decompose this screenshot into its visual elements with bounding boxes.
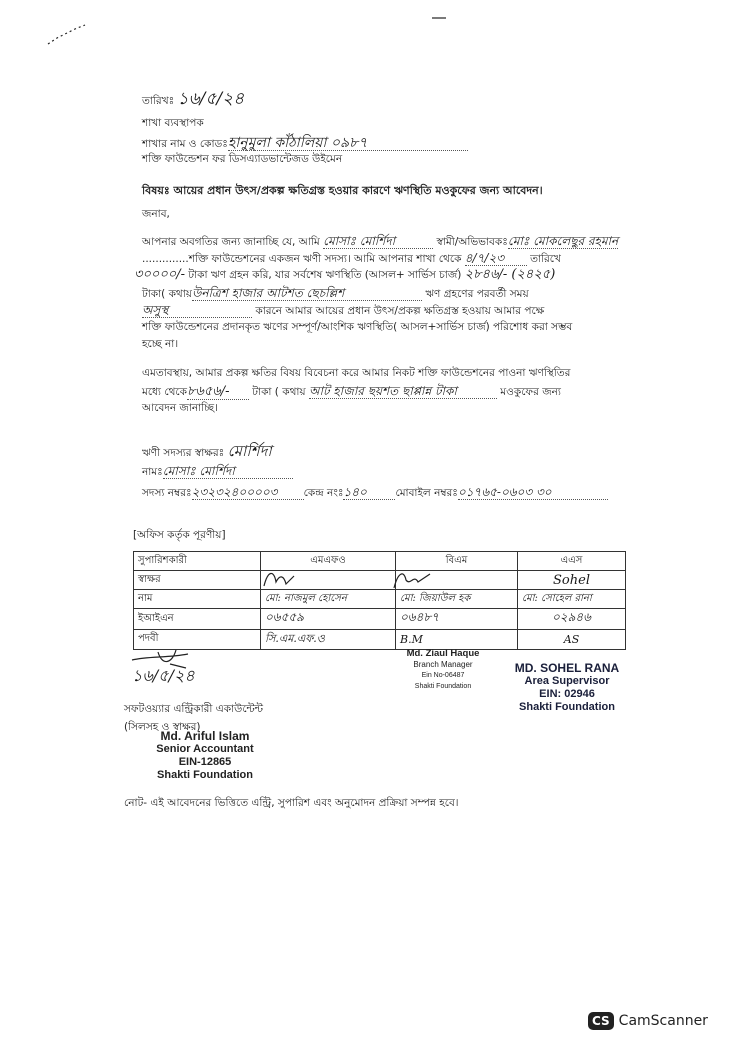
- loan-amount: ৩০০০০/-: [134, 267, 186, 282]
- body-line-6: শক্তি ফাউন্ডেশনের প্রদানকৃত ঋণের সম্পূর্ণ/আংশিক ঋণস্থিতি( আসল+সার্ভিস চার্জ) পরিশোধ করা সম্ভব: [142, 321, 573, 333]
- footer-note: নোট- এই আবেদনের ভিত্তিতে এন্ট্রি, সুপারিশ এবং অনুমোদন প্রক্রিয়া সম্পন্ন হবে।: [124, 797, 459, 809]
- org-line: শক্তি ফাউন্ডেশন ফর ডিসএ্যাডভান্টেজড উইমেন: [142, 153, 343, 165]
- scan-mark: [45, 20, 95, 50]
- addressee: শাখা ব্যবস্থাপক: [142, 117, 204, 129]
- accountant-stamp: Md. Ariful Islam Senior Accountant EIN-12865 Shakti Foundation: [156, 729, 254, 781]
- branch-line: [142, 136, 468, 151]
- guardian-name: মোঃ মোকলেছুর রহমান: [507, 234, 619, 248]
- body-line-4: টাকা( কথায়উনত্রিশ হাজার আটশত ছেচল্লিশ ঋণ গ্রহণের পরবর্তী সময়: [142, 286, 529, 300]
- table-row: পদবী সি.এম.এফ.ও B.M AS: [134, 630, 626, 650]
- table-row: নাম মো: নাজমুল হোসেন মো: জিয়াউল হক মো: সোহেল রানা: [134, 590, 626, 609]
- bm-stamp: Md. Ziaul Haque Branch Manager Ein No-06487 Shakti Foundation: [406, 648, 480, 690]
- body-line-7: হচ্ছে না।: [142, 338, 179, 350]
- borrower-signature: মোর্শিদা: [227, 442, 272, 460]
- accountant-seal-note: (সিলসহ ও স্বাক্ষর): [124, 721, 201, 733]
- member-number: ২৩২৩২৪০০০০৩: [192, 485, 304, 500]
- camscanner-text: CamScanner: [618, 1013, 708, 1029]
- outstanding-amount: ২৮৪৬/- (২৪২৫): [464, 267, 556, 282]
- branch-value: হানুমুলা কাঁঠালিয়া ০৯৮৭: [228, 136, 468, 151]
- waiver-words: আট হাজার ছয়শত ছাপ্পান্ন টাকা: [309, 384, 497, 399]
- scan-dash: [430, 14, 450, 22]
- subject-line: বিষয়ঃ আয়ের প্রধান উৎস/প্রকল্প ক্ষতিগ্রস্ত হওয়ার কারণে ঋণস্থিতি মওকুফের জন্য আবেদন।: [142, 184, 543, 197]
- date-label: তারিখঃ: [142, 95, 175, 107]
- applicant-name: মোসাঃ মোর্শিদা: [323, 234, 433, 249]
- body-line-9: মধ্যে থেকে৮৬৫৬/- টাকা ( কথায় আট হাজার ছয়শত ছাপ্পান্ন টাকা মওকুফের জন্য: [142, 384, 561, 399]
- signature-scribbles: [258, 566, 498, 592]
- branch-label: শাখার নাম ও কোডঃ: [142, 138, 228, 150]
- date-line: [142, 89, 245, 109]
- table-row: স্বাক্ষর Sohel: [134, 571, 626, 590]
- loan-date: ৪/৭/২৩: [465, 251, 527, 266]
- borrower-id-line: সদস্য নম্বরঃ২৩২৩২৪০০০০৩ কেন্দ্র নংঃ১৪০ মোবাইল নম্বরঃ০১৭৬৫-০৬০৩ ৩০: [142, 485, 608, 500]
- body-line-1: আপনার অবগতির জন্য জানাচ্ছি যে, আমি মোসাঃ মোর্শিদা স্বামী/অভিভাবকঃমোঃ মোকলেছুর রহমান: [142, 234, 619, 248]
- table-header-row: সুপারিশকারী এমএফও বিএম এএস: [134, 552, 626, 571]
- borrower-name: মোসাঃ মোর্শিদা: [163, 464, 293, 479]
- body-line-8: এমতাবস্থায়, আমার প্রকল্প ক্ষতির বিষয় বিবেচনা করে আমার নিকট শক্তি ফাউন্ডেশনের পাওনা ঋণস্থিতির: [142, 367, 571, 379]
- table-row: ইআইএন ০৬৫৫৯ ০৬৪৮৭ ০২৯৪৬: [134, 609, 626, 630]
- center-number: ১৪০: [343, 485, 395, 500]
- waiver-amount: ৮৬৫৬/-: [187, 385, 249, 400]
- body-line-2: ..............শক্তি ফাউন্ডেশনের একজন ঋণী সদস্য। আমি আপনার শাখা থেকে ৪/৭/২৩ তারিখে: [142, 251, 561, 265]
- left-date: ১৬/৫/২৪: [132, 666, 195, 685]
- outstanding-words: উনত্রিশ হাজার আটশত ছেচল্লিশ: [192, 286, 422, 301]
- borrower-signature-line: ঋণী সদস্যর স্বাক্ষরঃ মোর্শিদা: [142, 442, 272, 460]
- body-line-3: ৩০০০০/- টাকা ঋণ গ্রহন করি, যার সর্বশেষ ঋণস্থিতি (আসল+ সার্ভিস চার্জ) ২৮৪৬/- (২৪২৫): [134, 267, 556, 282]
- camscanner-logo-icon: CS: [588, 1012, 614, 1030]
- salutation: জনাব,: [142, 208, 170, 220]
- mobile-number: ০১৭৬৫-০৬০৩ ৩০: [458, 485, 608, 500]
- damage-reason: অসুস্থ: [142, 303, 252, 318]
- body-line-10: আবেদন জানাচ্ছি।: [142, 402, 218, 414]
- body-line-5: অসুস্থ কারনে আমার আয়ের প্রধান উৎস/প্রকল্প ক্ষতিগ্রস্ত হওয়ায় আমার পক্ষে: [142, 303, 545, 317]
- office-heading: [অফিস কর্তৃক পূরণীয়]: [133, 529, 226, 541]
- camscanner-watermark: [588, 1012, 708, 1030]
- date-value: ১৬/৫/২৪: [177, 89, 245, 109]
- borrower-name-line: নামঃমোসাঃ মোর্শিদা: [142, 464, 293, 479]
- as-stamp: MD. SOHEL RANA Area Supervisor EIN: 02946 Shakti Foundation: [514, 661, 620, 713]
- accountant-title: সফটওয়্যার এন্ট্রিকারী একাউন্টেন্ট: [124, 703, 264, 715]
